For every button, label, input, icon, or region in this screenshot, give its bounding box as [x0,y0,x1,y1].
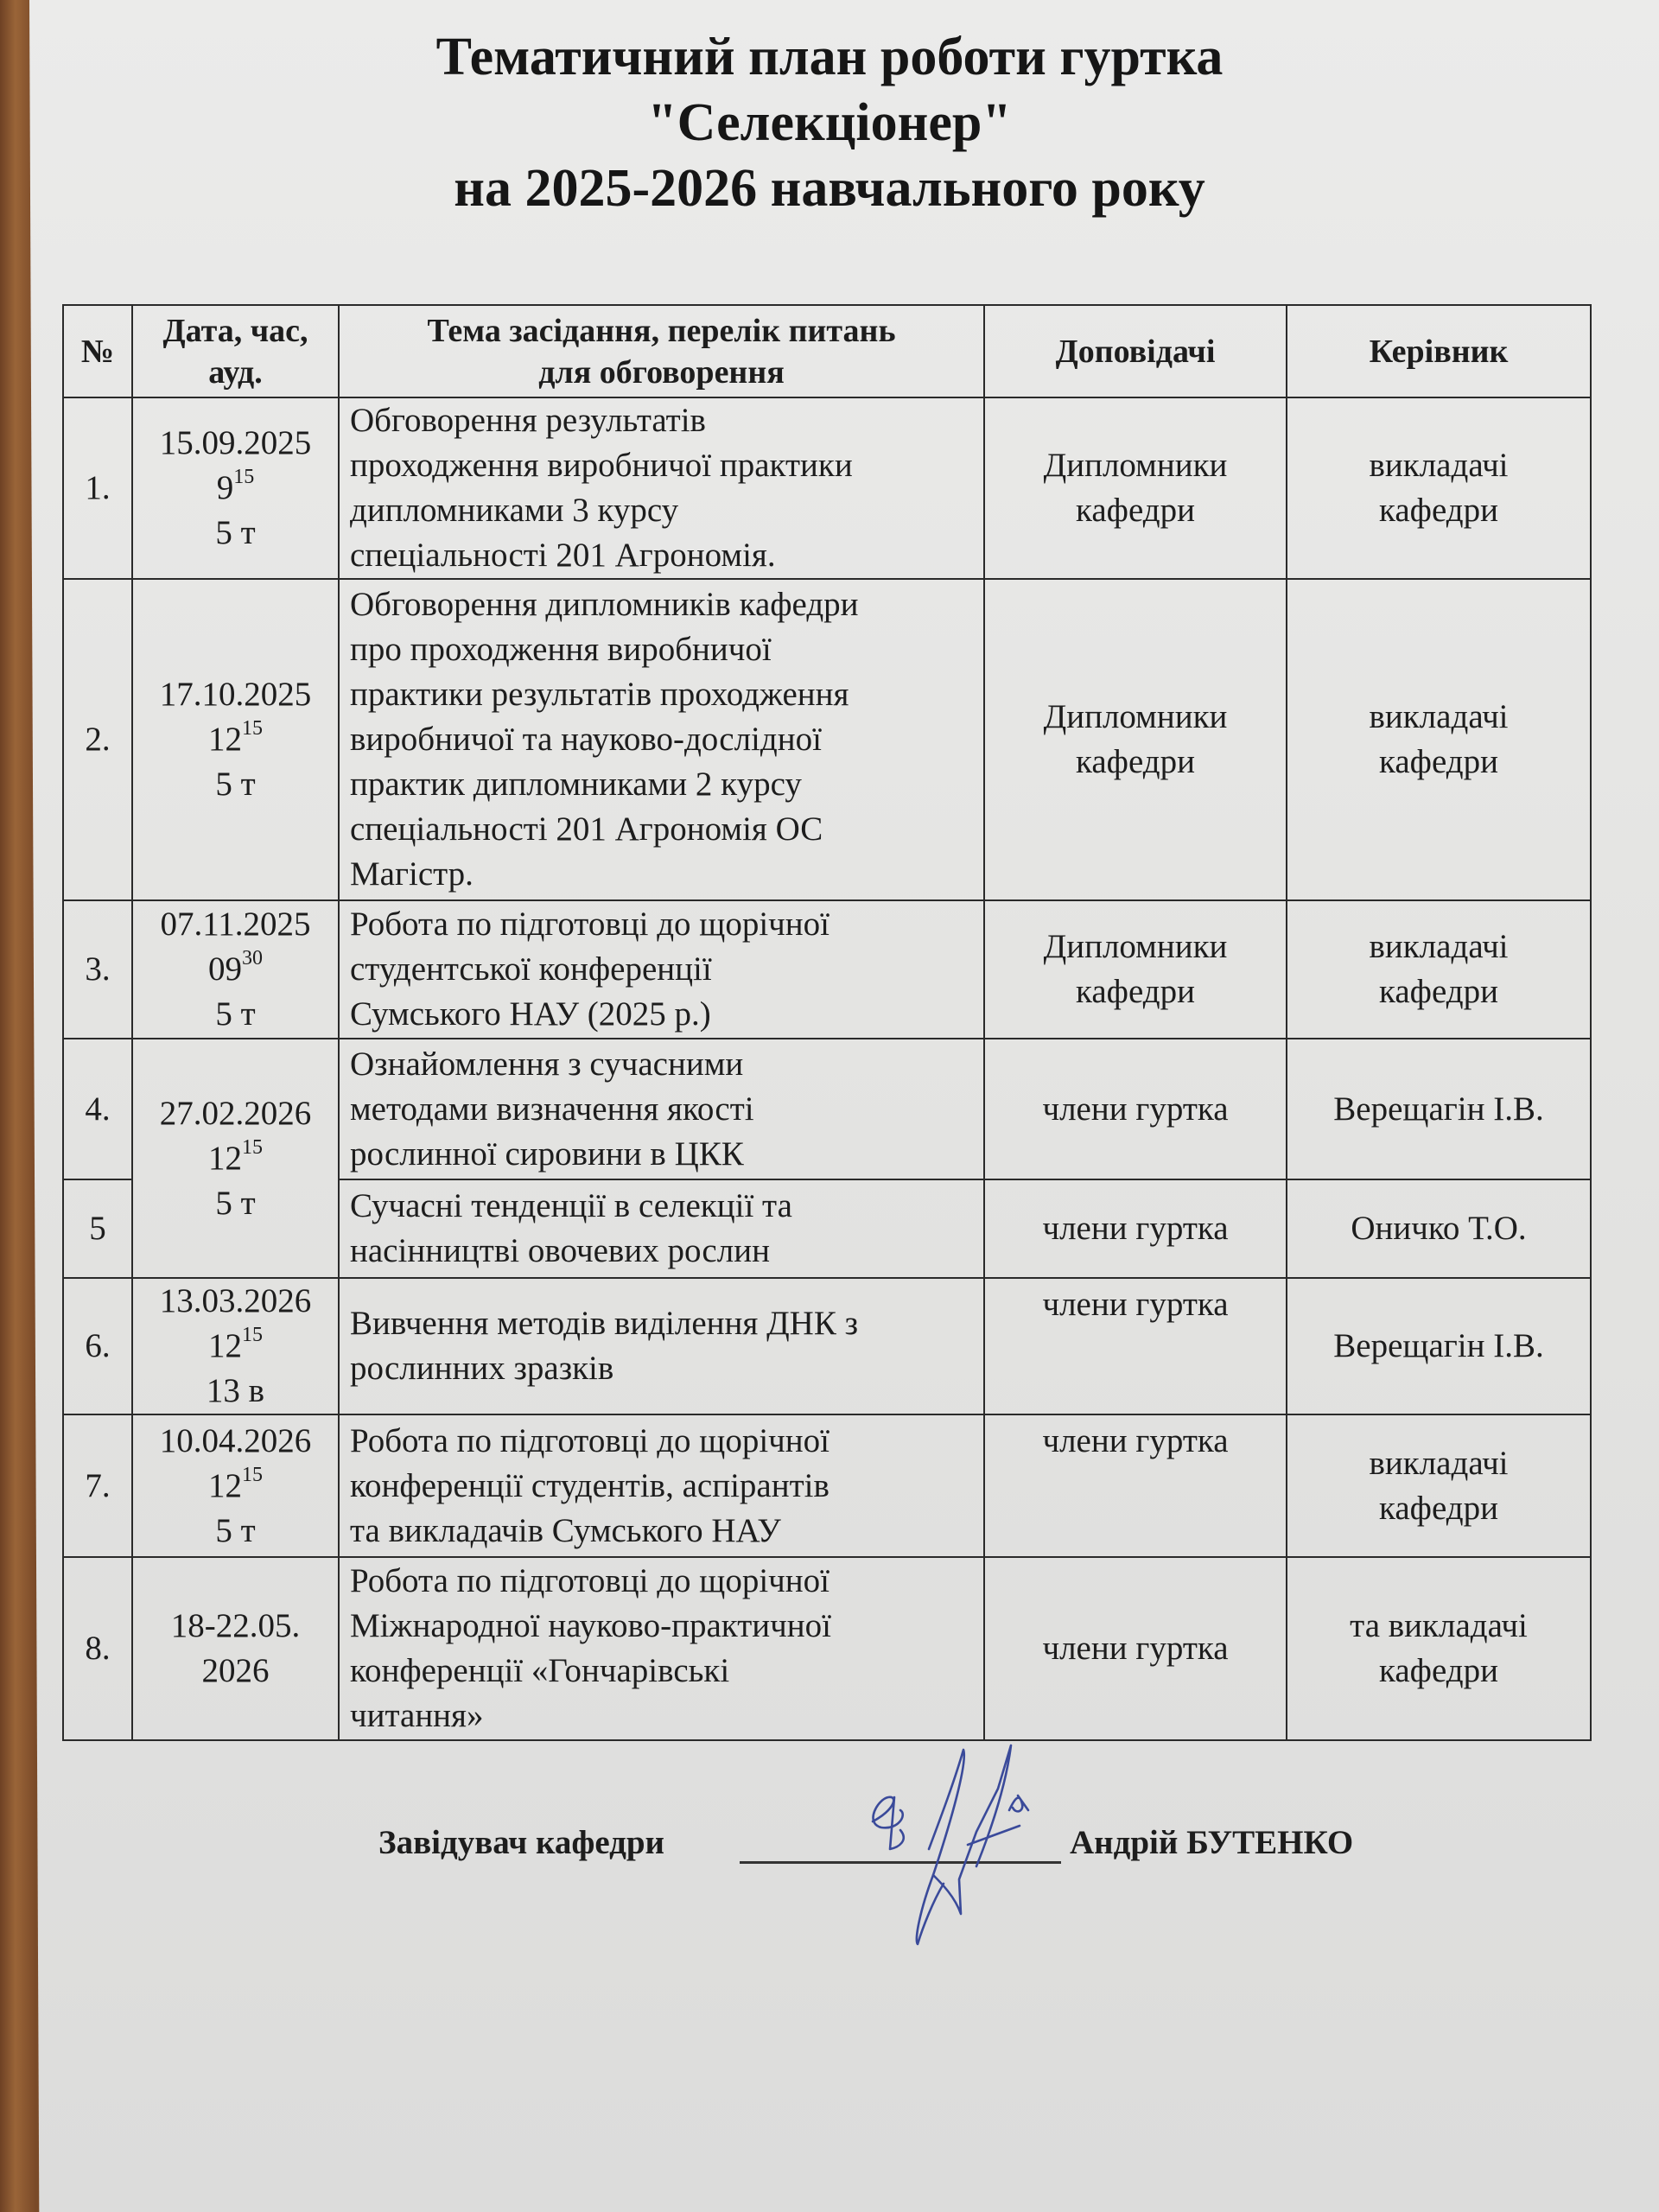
row-number: 7. [63,1414,132,1557]
leader-line: та викладачі [1350,1607,1528,1644]
row-date-cell [132,1278,339,1414]
topic-line: Сумського НАУ (2025 р.) [350,995,711,1033]
leader-line: кафедри [1379,973,1498,1010]
title-line-3: на 2025-2026 навчального року [454,159,1205,218]
header-speakers: Доповідачі [984,305,1287,397]
header-topic-line-1: Тема засідання, перелік питань [427,312,896,349]
time-hours: 09 [208,950,242,988]
signatory-name: Андрій БУТЕНКО [1070,1824,1354,1861]
title-line-2: "Селекціонер" [647,93,1012,152]
leader-line: кафедри [1379,1652,1498,1689]
header-topic-line-2: для обговорення [538,353,785,391]
row-number: 6. [63,1278,132,1414]
table-header-row [63,305,1591,397]
speakers-line: Дипломники [1043,447,1228,484]
row-room: 5 т [215,1511,256,1549]
document-title [259,24,1400,221]
row-leader [1287,1179,1591,1278]
row-topic [339,1557,984,1740]
time-hours: 12 [208,721,242,758]
row-leader [1287,579,1591,900]
topic-line: Робота по підготовці до щорічної [350,906,830,943]
row-room: 13 в [206,1372,265,1409]
row-speakers [984,1278,1287,1414]
topic-line: проходження виробничої практики [350,447,853,484]
row-date-cell [132,1414,339,1557]
leader-line: кафедри [1379,492,1498,529]
row-speakers [984,579,1287,900]
topic-line: читання» [350,1697,484,1734]
row-time [135,466,336,511]
time-minutes: 15 [242,1463,263,1486]
table-row [63,1557,1591,1740]
header-date-line-2: ауд. [208,353,263,391]
row-date-cell [132,900,339,1039]
leader-line: викладачі [1369,928,1509,965]
speakers-line: кафедри [1076,973,1195,1010]
topic-line: спеціальності 201 Агрономія. [350,537,776,574]
row-date: 15.09.2025 [159,424,312,461]
row-time [135,1464,336,1509]
row-time [135,717,336,762]
time-hours: 12 [208,1327,242,1364]
topic-line: рослинних зразків [350,1350,614,1387]
row-date: 07.11.2025 [160,906,311,943]
row-leader [1287,397,1591,579]
row-topic [339,1039,984,1179]
leader-line: викладачі [1369,447,1509,484]
row-topic [339,579,984,900]
row-leader [1287,1039,1591,1179]
signatory-position: Завідувач кафедри [378,1824,665,1861]
header-date [132,305,339,397]
topic-line: та викладачів Сумського НАУ [350,1511,781,1549]
header-date-line-1: Дата, час, [162,312,308,349]
speakers-line: члени гуртка [1042,1422,1229,1459]
row-speakers [984,1039,1287,1179]
time-minutes: 15 [233,466,255,488]
header-topic [339,305,984,397]
row-room: 5 т [215,995,256,1033]
speakers-line: члени гуртка [1042,1286,1229,1323]
row-date-cell [132,397,339,579]
topic-line: Магістр. [350,855,474,893]
topic-line: Вивчення методів виділення ДНК з [350,1305,859,1342]
topic-line: практик дипломниками 2 курсу [350,766,802,803]
row-date-year: 2026 [201,1652,270,1689]
table-row [63,579,1591,900]
speakers-line: члени гуртка [1042,1210,1229,1247]
row-date-cell [132,1039,339,1278]
speakers-line: Дипломники [1043,928,1228,965]
leader-line: кафедри [1379,1489,1498,1527]
topic-line: Сучасні тенденції в селекції та [350,1187,792,1224]
row-number: 4. [63,1039,132,1179]
time-hours: 12 [208,1139,242,1177]
row-time [135,947,336,992]
row-topic [339,1414,984,1557]
time-hours: 12 [208,1466,242,1504]
row-topic [339,900,984,1039]
time-hours: 9 [216,469,234,506]
row-speakers [984,397,1287,579]
topic-line: конференції студентів, аспірантів [350,1466,830,1504]
row-speakers [984,1557,1287,1740]
time-minutes: 30 [242,947,263,969]
speakers-line: кафедри [1076,743,1195,780]
row-date: 17.10.2025 [159,676,312,713]
topic-line: студентської конференції [350,950,712,988]
row-date: 13.03.2026 [159,1282,312,1319]
row-date-cell [132,579,339,900]
topic-line: Міжнародної науково-практичної [350,1607,831,1644]
topic-line: Обговорення дипломників кафедри [350,586,859,623]
header-number: № [63,305,132,397]
table-row [63,397,1591,579]
row-date-cell [132,1557,339,1740]
row-topic [339,397,984,579]
topic-line: конференції «Гончарівські [350,1652,730,1689]
leader-line: викладачі [1369,1444,1509,1482]
time-minutes: 15 [242,1324,263,1346]
topic-line: методами визначення якості [350,1090,754,1128]
row-time [135,1136,336,1181]
handwritten-signature [847,1728,1106,1961]
time-minutes: 15 [242,1135,263,1159]
speakers-line: члени гуртка [1042,1090,1229,1128]
leader-line: Верещагін І.В. [1333,1327,1544,1364]
row-leader [1287,1278,1591,1414]
speakers-line: члени гуртка [1042,1630,1229,1667]
row-number: 3. [63,900,132,1039]
table-row [63,900,1591,1039]
topic-line: Робота по підготовці до щорічної [350,1421,830,1459]
topic-line: виробничої та науково-дослідної [350,721,822,758]
topic-line: Обговорення результатів [350,402,706,439]
title-line-1: Тематичний план роботи гуртка [435,28,1224,86]
leader-line: Верещагін І.В. [1333,1090,1544,1128]
topic-line: насінництві овочевих рослин [350,1232,770,1269]
table-row [63,1278,1591,1414]
row-topic [339,1179,984,1278]
row-leader [1287,900,1591,1039]
speakers-line: Дипломники [1043,698,1228,735]
wooden-background [0,0,35,2212]
table-row [63,1039,1591,1179]
row-date: 18-22.05. [170,1607,301,1644]
row-time [135,1324,336,1369]
topic-line: Ознайомлення з сучасними [350,1045,744,1083]
topic-line: практики результатів проходження [350,676,849,713]
row-topic [339,1278,984,1414]
table-row [63,1414,1591,1557]
speakers-line: кафедри [1076,492,1195,529]
row-number: 5 [63,1179,132,1278]
row-speakers [984,1414,1287,1557]
topic-line: дипломниками 3 курсу [350,492,679,529]
row-speakers [984,1179,1287,1278]
leader-line: Оничко Т.О. [1351,1210,1527,1247]
time-minutes: 15 [242,717,263,740]
row-date: 10.04.2026 [159,1421,312,1459]
row-number: 2. [63,579,132,900]
row-room: 5 т [215,514,256,551]
row-room: 5 т [215,1184,256,1222]
leader-line: кафедри [1379,743,1498,780]
plan-table [62,304,1592,1741]
row-leader [1287,1414,1591,1557]
row-speakers [984,900,1287,1039]
topic-line: про проходження виробничої [350,631,772,668]
row-leader [1287,1557,1591,1740]
topic-line: спеціальності 201 Агрономія ОС [350,810,823,848]
topic-line: Робота по підготовці до щорічної [350,1562,830,1599]
row-number: 1. [63,397,132,579]
row-date: 27.02.2026 [159,1094,312,1132]
leader-line: викладачі [1369,698,1509,735]
row-number: 8. [63,1557,132,1740]
row-room: 5 т [215,766,256,803]
topic-line: рослинної сировини в ЦКК [350,1135,744,1173]
header-leader: Керівник [1287,305,1591,397]
